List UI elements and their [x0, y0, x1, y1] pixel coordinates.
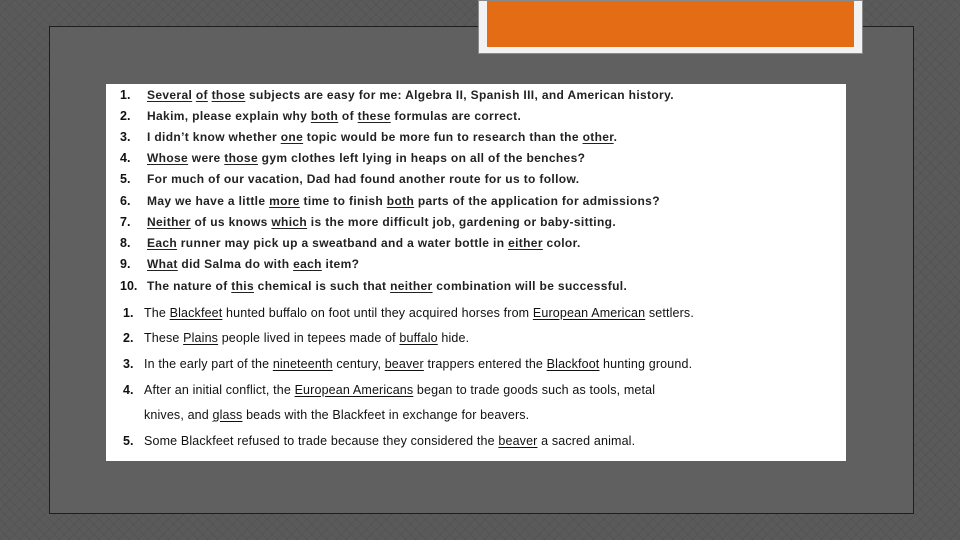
sentence-fragment: Some Blackfeet refused to trade because they considered the: [144, 434, 499, 448]
underlined-word: European American: [532, 306, 646, 320]
underlined-word: Each: [147, 236, 178, 250]
sentence-text: [144, 383, 655, 397]
sentence-fragment: chemical is such that: [253, 279, 391, 293]
sentence-fragment: .: [613, 130, 618, 144]
underlined-word: Blackfeet: [169, 306, 223, 320]
item-number: 4.: [123, 383, 134, 397]
sentence-fragment: beads with the Blackfeet in exchange for beavers.: [242, 408, 530, 422]
underlined-word: either: [508, 236, 543, 250]
sentence-fragment: parts of the application for admissions?: [414, 194, 660, 208]
sentence-row: [106, 434, 846, 455]
underlined-word: What: [147, 257, 178, 271]
sentence-fragment: runner may pick up a sweatband and a water bottle in: [177, 236, 509, 250]
item-number: 2.: [120, 109, 131, 123]
sentence-fragment: knives, and: [144, 408, 213, 422]
orange-accent-bar: [487, 1, 854, 47]
underlined-word: beaver: [498, 434, 538, 448]
sentence-fragment: For much of our vacation, Dad had found another route for us to follow.: [147, 172, 580, 186]
sentence-text: [147, 279, 627, 293]
title-placeholder-box: [478, 0, 863, 54]
item-number: 3.: [123, 357, 134, 371]
underlined-word: glass: [212, 408, 243, 422]
sentence-text: [147, 151, 585, 165]
item-number: 8.: [120, 236, 131, 250]
sentence-fragment: formulas are correct.: [390, 109, 522, 123]
item-number: 5.: [123, 434, 134, 448]
sentence-fragment: a sacred animal.: [537, 434, 636, 448]
sentence-row: [106, 194, 846, 215]
sentence-row: [106, 151, 846, 172]
sentence-fragment: topic would be more fun to research than the: [303, 130, 583, 144]
underlined-word: those: [211, 88, 246, 102]
item-number: 3.: [120, 130, 131, 144]
sentence-fragment: I didn’t know whether: [147, 130, 281, 144]
underlined-word: beaver: [384, 357, 424, 371]
underlined-word: buffalo: [399, 331, 438, 345]
underlined-word: neither: [390, 279, 433, 293]
underlined-word: Neither: [147, 215, 191, 229]
sentence-fragment: item?: [321, 257, 360, 271]
item-number: 7.: [120, 215, 131, 229]
sentence-row: [106, 88, 846, 109]
underlined-word: Whose: [147, 151, 189, 165]
underlined-word: both: [386, 194, 415, 208]
underlined-word: nineteenth: [272, 357, 333, 371]
sentence-fragment: These: [144, 331, 184, 345]
sentence-fragment: hunted buffalo on foot until they acquired horses from: [222, 306, 533, 320]
sentence-row: [106, 215, 846, 236]
sentence-row: [106, 236, 846, 257]
sentence-text: [144, 434, 635, 448]
sentence-text: [147, 236, 581, 250]
sentence-row: [106, 279, 846, 300]
sentence-fragment: century,: [332, 357, 385, 371]
sentence-text: [144, 306, 694, 320]
sentence-fragment: In the early part of the: [144, 357, 273, 371]
underlined-word: each: [293, 257, 322, 271]
sentence-fragment: did Salma do with: [177, 257, 294, 271]
underlined-word: which: [271, 215, 308, 229]
sentence-text: [147, 109, 521, 123]
sentence-row: [106, 357, 846, 378]
item-number: 4.: [120, 151, 131, 165]
sentence-fragment: After an initial conflict, the: [144, 383, 295, 397]
item-number: 1.: [123, 306, 134, 320]
sentence-row: [106, 383, 846, 404]
sentence-row: [106, 331, 846, 352]
sentence-text: [147, 130, 617, 144]
item-number: 10.: [120, 279, 138, 293]
sentence-fragment: May we have a little: [147, 194, 270, 208]
sentence-text: [144, 357, 692, 371]
sentence-fragment: hunting ground.: [599, 357, 693, 371]
sentence-row: [106, 109, 846, 130]
worksheet-image: [106, 84, 846, 461]
sentence-fragment: time to finish: [299, 194, 387, 208]
sentence-text: [144, 408, 529, 422]
sentence-fragment: The nature of: [147, 279, 232, 293]
sentence-text: [147, 88, 674, 102]
sentence-fragment: gym clothes left lying in heaps on all of the benches?: [257, 151, 586, 165]
underlined-word: these: [357, 109, 391, 123]
sentence-fragment: hide.: [437, 331, 470, 345]
sentence-fragment: began to trade goods such as tools, metal: [413, 383, 656, 397]
sentence-fragment: is the more difficult job, gardening or baby-sitting.: [307, 215, 617, 229]
sentence-fragment: of us knows: [190, 215, 272, 229]
sentence-fragment: trappers entered the: [423, 357, 547, 371]
item-number: 1.: [120, 88, 131, 102]
sentence-text: [147, 194, 660, 208]
sentence-text: [144, 331, 469, 345]
underlined-word: one: [280, 130, 304, 144]
sentence-fragment: settlers.: [645, 306, 694, 320]
sentence-fragment: of: [338, 109, 358, 123]
sentence-fragment: people lived in tepees made of: [218, 331, 400, 345]
underlined-word: Several: [147, 88, 193, 102]
underlined-word: more: [269, 194, 300, 208]
underlined-word: Plains: [183, 331, 219, 345]
underlined-word: other: [582, 130, 614, 144]
sentence-text: [147, 172, 579, 186]
item-number: 6.: [120, 194, 131, 208]
underlined-word: this: [231, 279, 254, 293]
sentence-row: [106, 408, 846, 429]
item-number: 2.: [123, 331, 134, 345]
underlined-word: those: [224, 151, 258, 165]
underlined-word: European Americans: [294, 383, 414, 397]
underlined-word: of: [195, 88, 208, 102]
sentence-fragment: color.: [542, 236, 581, 250]
sentence-fragment: Hakim, please explain why: [147, 109, 311, 123]
sentence-row: [106, 130, 846, 151]
sentence-row: [106, 172, 846, 193]
sentence-fragment: were: [188, 151, 225, 165]
sentence-fragment: combination will be successful.: [432, 279, 628, 293]
sentence-text: [147, 215, 616, 229]
underlined-word: both: [310, 109, 339, 123]
sentence-fragment: The: [144, 306, 170, 320]
item-number: 9.: [120, 257, 131, 271]
sentence-row: [106, 306, 846, 327]
sentence-fragment: subjects are easy for me: Algebra II, Spanish III, and American history.: [245, 88, 674, 102]
sentence-text: [147, 257, 359, 271]
item-number: 5.: [120, 172, 131, 186]
sentence-row: [106, 257, 846, 278]
underlined-word: Blackfoot: [546, 357, 600, 371]
